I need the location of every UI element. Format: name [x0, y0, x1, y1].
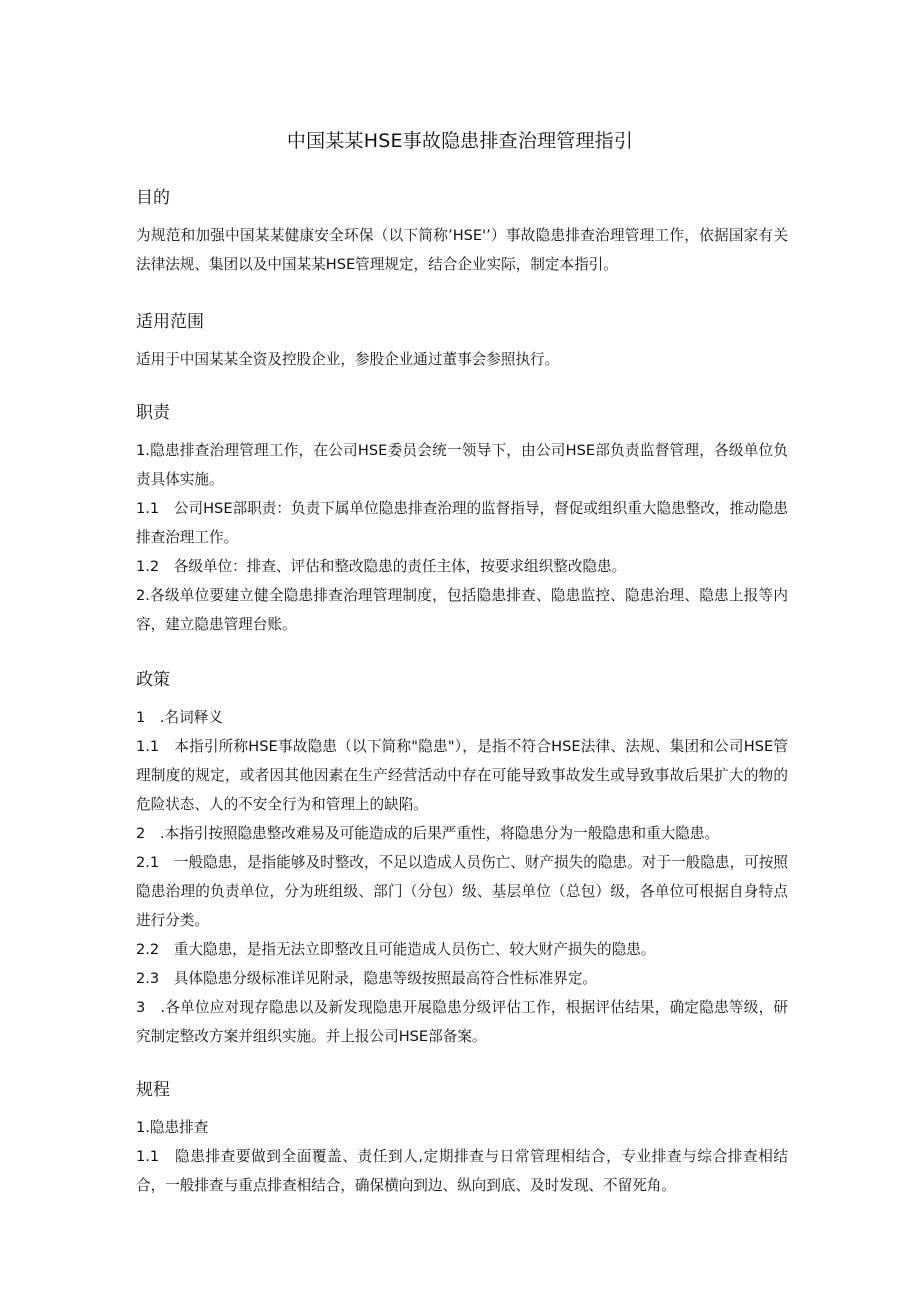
- duties-paragraph: 1.2 各级单位：排查、评估和整改隐患的责任主体，按要求组织整改隐患。: [136, 558, 627, 575]
- section-heading-duties: 职责: [136, 403, 170, 423]
- policy-paragraph: 2.2 重大隐患，是指无法立即整改且可能造成人员伤亡、较大财产损失的隐患。: [136, 941, 656, 958]
- duties-paragraph: 2.各级单位要建立健全隐患排查治理管理制度，包括隐患排查、隐患监控、隐患治理、隐患上报等内容，建立隐患管理台账。: [136, 587, 788, 633]
- purpose-paragraphs: [136, 221, 788, 279]
- section-procedure: [136, 1077, 788, 1200]
- section-heading-procedure: 规程: [136, 1080, 170, 1100]
- section-scope: [136, 309, 788, 374]
- duties-paragraphs: [136, 436, 788, 639]
- policy-paragraph: 3 .各单位应对现存隐患以及新发现隐患开展隐患分级评估工作，根据评估结果，确定隐患等级，研究制定整改方案并组织实施。并上报公司HSE部备案。: [136, 999, 788, 1045]
- procedure-paragraphs: [136, 1113, 788, 1200]
- section-heading-scope: 适用范围: [136, 312, 204, 332]
- policy-paragraphs: [136, 703, 788, 1051]
- section-heading-purpose: 目的: [136, 188, 170, 208]
- policy-paragraph: 2.1 一般隐患，是指能够及时整改，不足以造成人员伤亡、财产损失的隐患。对于一般隐患，可按照隐患治理的负责单位，分为班组级、部门（分包）级、基层单位（总包）级，各单位可根据自身特点进行分类。: [136, 854, 788, 929]
- duties-paragraph: 1.1 公司HSE部职责：负责下属单位隐患排查治理的监督指导，督促或组织重大隐患整改，推动隐患排查治理工作。: [136, 500, 788, 546]
- scope-paragraph: 适用于中国某某全资及控股企业，参股企业通过董事会参照执行。: [136, 351, 560, 368]
- section-duties: [136, 400, 788, 639]
- procedure-paragraph: 1.1 隐患排查要做到全面覆盖、责任到人,定期排查与日常管理相结合，专业排查与综合排查相结合，一般排查与重点排查相结合，确保横向到边、纵向到底、及时发现、不留死角。: [136, 1148, 788, 1194]
- section-heading-policy: 政策: [136, 670, 170, 690]
- section-policy: [136, 667, 788, 1051]
- policy-paragraph: 2.3 具体隐患分级标准详见附录，隐患等级按照最高符合性标准界定。: [136, 970, 598, 987]
- section-purpose: [136, 185, 788, 279]
- policy-paragraph: 2 .本指引按照隐患整改难易及可能造成的后果严重性，将隐患分为一般隐患和重大隐患。: [136, 825, 720, 842]
- procedure-paragraph: 1.隐患排查: [136, 1119, 209, 1136]
- duties-paragraph: 1.隐患排查治理管理工作，在公司HSE委员会统一领导下，由公司HSE部负责监督管理，各级单位负责具体实施。: [136, 442, 788, 488]
- scope-paragraphs: [136, 345, 788, 374]
- document-title: 中国某某HSE事故隐患排查治理管理指引: [286, 130, 634, 152]
- policy-paragraph: 1.1 本指引所称HSE事故隐患（以下简称"隐患"），是指不符合HSE法律、法规、集团和公司HSE管理制度的规定，或者因其他因素在生产经营活动中存在可能导致事故发生或导致事故后果扩大的物的危险状态、人的不安全行为和管理上的缺陷。: [136, 738, 788, 813]
- purpose-paragraph: 为规范和加强中国某某健康安全环保（以下简称’HSE'’）事故隐患排查治理管理工作，依据国家有关法律法规、集团以及中国某某HSE管理规定，结合企业实际，制定本指引。: [136, 227, 788, 273]
- policy-paragraph: 1 .名词释义: [136, 709, 223, 726]
